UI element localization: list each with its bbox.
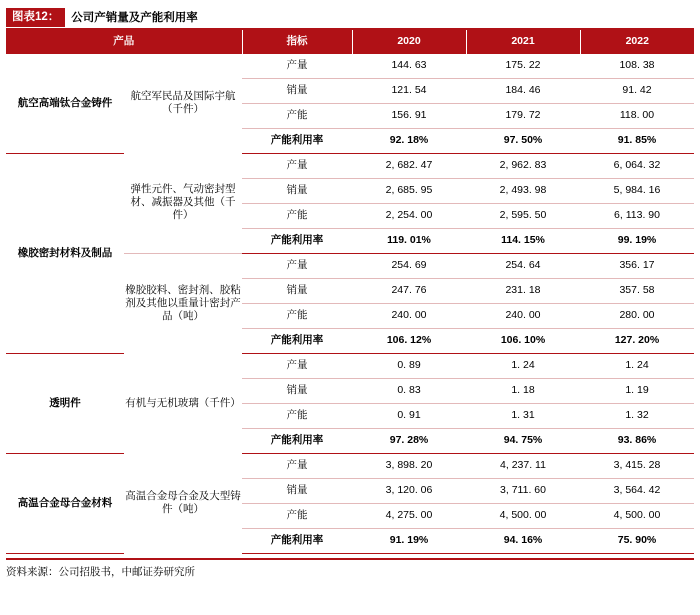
metric-label: 产能利用率 (242, 128, 352, 153)
cell-2020: 0. 91 (352, 403, 466, 428)
cell-2021: 94. 75% (466, 428, 580, 453)
header-product: 产品 (6, 30, 242, 54)
cell-2022: 356. 17 (580, 253, 694, 278)
header-metric: 指标 (242, 30, 352, 54)
cell-2020: 119. 01% (352, 228, 466, 253)
metric-label: 产能利用率 (242, 228, 352, 253)
cell-2022: 5, 984. 16 (580, 178, 694, 203)
cell-2021: 94. 16% (466, 528, 580, 553)
cell-2020: 92. 18% (352, 128, 466, 153)
cell-2021: 240. 00 (466, 303, 580, 328)
table-row (6, 54, 694, 79)
metric-label: 产能利用率 (242, 428, 352, 453)
cell-2022: 93. 86% (580, 428, 694, 453)
metric-label: 产量 (242, 453, 352, 478)
cell-2022: 108. 38 (580, 54, 694, 79)
cell-2022: 91. 42 (580, 78, 694, 103)
metric-label: 销量 (242, 378, 352, 403)
cell-2021: 97. 50% (466, 128, 580, 153)
cell-2020: 2, 254. 00 (352, 203, 466, 228)
cell-2021: 3, 711. 60 (466, 478, 580, 503)
cell-2022: 118. 00 (580, 103, 694, 128)
cell-2022: 75. 90% (580, 528, 694, 553)
cell-2021: 1. 24 (466, 353, 580, 378)
metric-label: 产能利用率 (242, 328, 352, 353)
cell-2022: 3, 415. 28 (580, 453, 694, 478)
subgroup-label: 弹性元件、气动密封型材、减振器及其他（千件） (124, 153, 242, 253)
table-body (6, 54, 694, 554)
figure-title-bar (6, 6, 694, 30)
metric-label: 销量 (242, 78, 352, 103)
metric-label: 销量 (242, 478, 352, 503)
cell-2020: 254. 69 (352, 253, 466, 278)
production-sales-table (6, 30, 694, 554)
cell-2022: 99. 19% (580, 228, 694, 253)
metric-label: 产能 (242, 303, 352, 328)
product-label: 航空高端钛合金铸件 (6, 54, 124, 154)
cell-2021: 4, 237. 11 (466, 453, 580, 478)
cell-2020: 121. 54 (352, 78, 466, 103)
metric-label: 产量 (242, 253, 352, 278)
metric-label: 产能 (242, 503, 352, 528)
cell-2021: 114. 15% (466, 228, 580, 253)
cell-2022: 4, 500. 00 (580, 503, 694, 528)
cell-2020: 156. 91 (352, 103, 466, 128)
cell-2022: 3, 564. 42 (580, 478, 694, 503)
figure-source: 资料来源：公司招股书，中邮证券研究所 (6, 558, 694, 579)
cell-2022: 127. 20% (580, 328, 694, 353)
cell-2021: 179. 72 (466, 103, 580, 128)
cell-2020: 91. 19% (352, 528, 466, 553)
metric-label: 产能 (242, 103, 352, 128)
cell-2022: 6, 064. 32 (580, 153, 694, 178)
cell-2020: 240. 00 (352, 303, 466, 328)
cell-2020: 2, 685. 95 (352, 178, 466, 203)
cell-2022: 6, 113. 90 (580, 203, 694, 228)
table-header-row (6, 30, 694, 54)
table-row (6, 353, 694, 378)
metric-label: 销量 (242, 178, 352, 203)
metric-label: 产量 (242, 353, 352, 378)
header-2022: 2022 (580, 30, 694, 54)
figure-title-text: 公司产销量及产能利用率 (71, 12, 198, 24)
cell-2020: 2, 682. 47 (352, 153, 466, 178)
metric-label: 产能 (242, 203, 352, 228)
product-label: 高温合金母合金材料 (6, 453, 124, 553)
cell-2020: 4, 275. 00 (352, 503, 466, 528)
cell-2020: 144. 63 (352, 54, 466, 79)
cell-2020: 106. 12% (352, 328, 466, 353)
subgroup-label: 航空军民品及国际宇航（千件） (130, 90, 236, 116)
metric-label: 产能 (242, 403, 352, 428)
subgroup-label: 橡胶胶料、密封剂、胶粘剂及其他以重量计密封产品（吨） (125, 283, 241, 322)
cell-2021: 4, 500. 00 (466, 503, 580, 528)
table-row (6, 453, 694, 478)
subgroup-label: 高温合金母合金及大型铸件（吨） (125, 490, 241, 515)
header-2021: 2021 (466, 30, 580, 54)
metric-label: 销量 (242, 278, 352, 303)
cell-2020: 97. 28% (352, 428, 466, 453)
product-label: 透明件 (6, 353, 124, 453)
cell-2021: 175. 22 (466, 54, 580, 79)
cell-2022: 280. 00 (580, 303, 694, 328)
header-2020: 2020 (352, 30, 466, 54)
cell-2021: 231. 18 (466, 278, 580, 303)
cell-2021: 1. 18 (466, 378, 580, 403)
cell-2020: 3, 120. 06 (352, 478, 466, 503)
cell-2022: 357. 58 (580, 278, 694, 303)
cell-2021: 1. 31 (466, 403, 580, 428)
cell-2022: 1. 24 (580, 353, 694, 378)
cell-2021: 106. 10% (466, 328, 580, 353)
cell-2020: 3, 898. 20 (352, 453, 466, 478)
cell-2021: 2, 493. 98 (466, 178, 580, 203)
cell-2022: 91. 85% (580, 128, 694, 153)
product-label: 橡胶密封材料及制品 (6, 153, 124, 353)
cell-2022: 1. 19 (580, 378, 694, 403)
figure-container (0, 6, 700, 615)
table-row (6, 153, 694, 178)
metric-label: 产量 (242, 153, 352, 178)
figure-number-tag: 图表12： (6, 8, 65, 27)
cell-2021: 184. 46 (466, 78, 580, 103)
metric-label: 产量 (242, 54, 352, 79)
cell-2020: 0. 89 (352, 353, 466, 378)
cell-2021: 2, 962. 83 (466, 153, 580, 178)
cell-2022: 1. 32 (580, 403, 694, 428)
table-header (6, 30, 694, 54)
cell-2020: 247. 76 (352, 278, 466, 303)
metric-label: 产能利用率 (242, 528, 352, 553)
cell-2020: 0. 83 (352, 378, 466, 403)
cell-2021: 254. 64 (466, 253, 580, 278)
subgroup-label: 有机与无机玻璃（千件） (125, 396, 241, 409)
cell-2021: 2, 595. 50 (466, 203, 580, 228)
